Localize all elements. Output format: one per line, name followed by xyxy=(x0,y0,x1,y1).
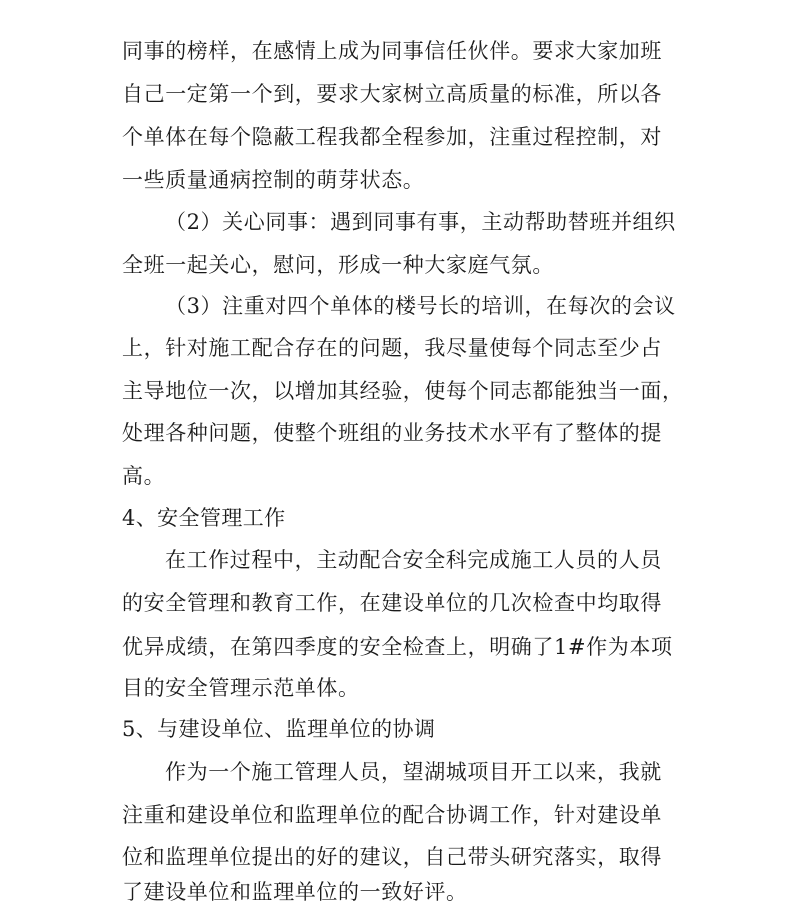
section-heading-safety: 4、安全管理工作 xyxy=(122,506,286,530)
section-heading-coordination: 5、与建设单位、监理单位的协调 xyxy=(122,717,436,741)
body-text-line: 处理各种问题，使整个班组的业务技术水平有了整体的提 xyxy=(122,421,662,445)
body-text-line: 主导地位一次，以增加其经验，使每个同志都能独当一面， xyxy=(122,379,684,403)
body-text-line: 的安全管理和教育工作，在建设单位的几次检查中均取得 xyxy=(122,591,662,615)
body-text-line: 注重和建设单位和监理单位的配合协调工作，针对建设单 xyxy=(122,803,662,827)
body-text-line: 全班一起关心，慰问，形成一种大家庭气氛。 xyxy=(122,253,554,277)
body-text-line: 目的安全管理示范单体。 xyxy=(122,676,360,700)
body-text-line-cut: 了建设单位和监理单位的一致好评。 xyxy=(122,880,468,904)
body-text-line: 同事的榜样，在感情上成为同事信任伙伴。要求大家加班 xyxy=(122,39,662,63)
body-text-line: 位和监理单位提出的好的建议，自己带头研究落实，取得 xyxy=(122,845,662,869)
paragraph-item-2: （2）关心同事：遇到同事有事，主动帮助替班并组织 xyxy=(165,210,676,234)
body-text-line: 作为一个施工管理人员，望湖城项目开工以来，我就 xyxy=(165,760,662,784)
body-text-line: 上，针对施工配合存在的问题，我尽量使每个同志至少占 xyxy=(122,336,662,360)
body-text-line: 自己一定第一个到，要求大家树立高质量的标准，所以各 xyxy=(122,82,662,106)
body-text-line: 优异成绩，在第四季度的安全检查上，明确了1#作为本项 xyxy=(122,635,673,659)
body-text-line: 个单体在每个隐蔽工程我都全程参加，注重过程控制，对 xyxy=(122,125,662,149)
body-text-line: 一些质量通病控制的萌芽状态。 xyxy=(122,168,425,192)
body-text-line: 高。 xyxy=(122,464,166,488)
paragraph-item-3: （3）注重对四个单体的楼号长的培训，在每次的会议 xyxy=(165,294,676,318)
body-text-line: 在工作过程中，主动配合安全科完成施工人员的人员 xyxy=(165,548,662,572)
